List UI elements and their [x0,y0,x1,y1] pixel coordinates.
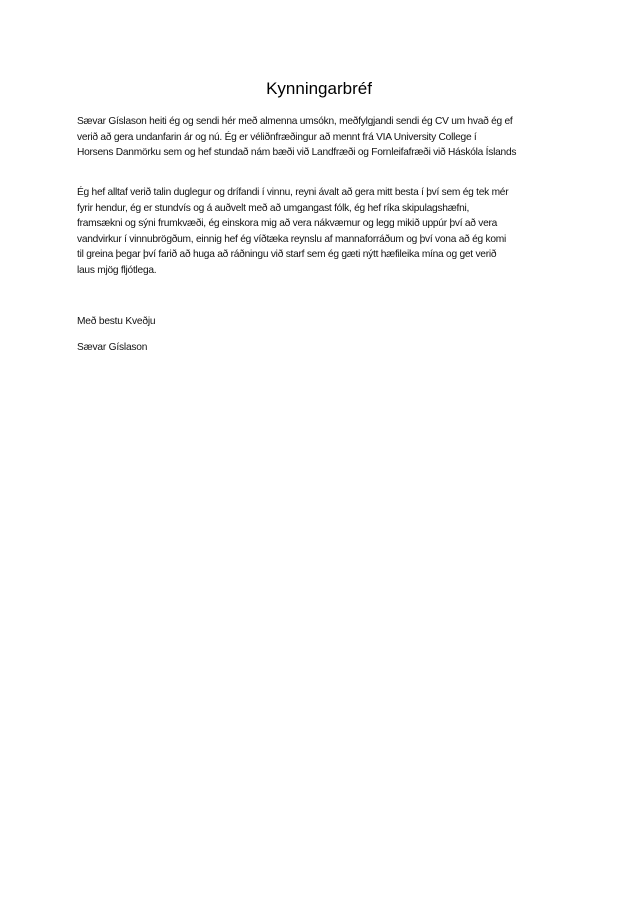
document-title: Kynningarbréf [266,79,372,98]
closing-line: Með bestu Kveðju [77,316,156,327]
intro-paragraph: Sævar Gíslason heiti ég og sendi hér með almenna umsókn, meðfylgjandi sendi ég CV um hvað ég ef verið að gera undanfarin ár og nú. Ég er véliðnfræðingur að mennt frá VIA University College í Horsens Danmörku sem og hef stundað nám bæði við Landfræði og Fornleifafræði við Háskóla Íslands [77,116,517,158]
signature-name: Sævar Gíslason [77,342,148,353]
qualities-paragraph: Ég hef alltaf verið talin duglegur og drífandi í vinnu, reyni ávalt að gera mitt besta í því sem ég tek mér fyrir hendur, ég er stundvís og á auðvelt með að umgangast fólk, ég hef ríka skipulagshæfni, framsækni og sýni frumkvæði, ég einskora mig að vera nákvæmur og legg mikið uppúr því að vera vandvirkur í vinnubrögðum, einnig hef ég víðtæka reynslu af mannaforráðum og því vona að ég komi til greina þegar því farið að huga að ráðningu við starf sem ég gæti nýtt hæfileika mína og get verið laus mjög fljótlega. [77,187,509,276]
